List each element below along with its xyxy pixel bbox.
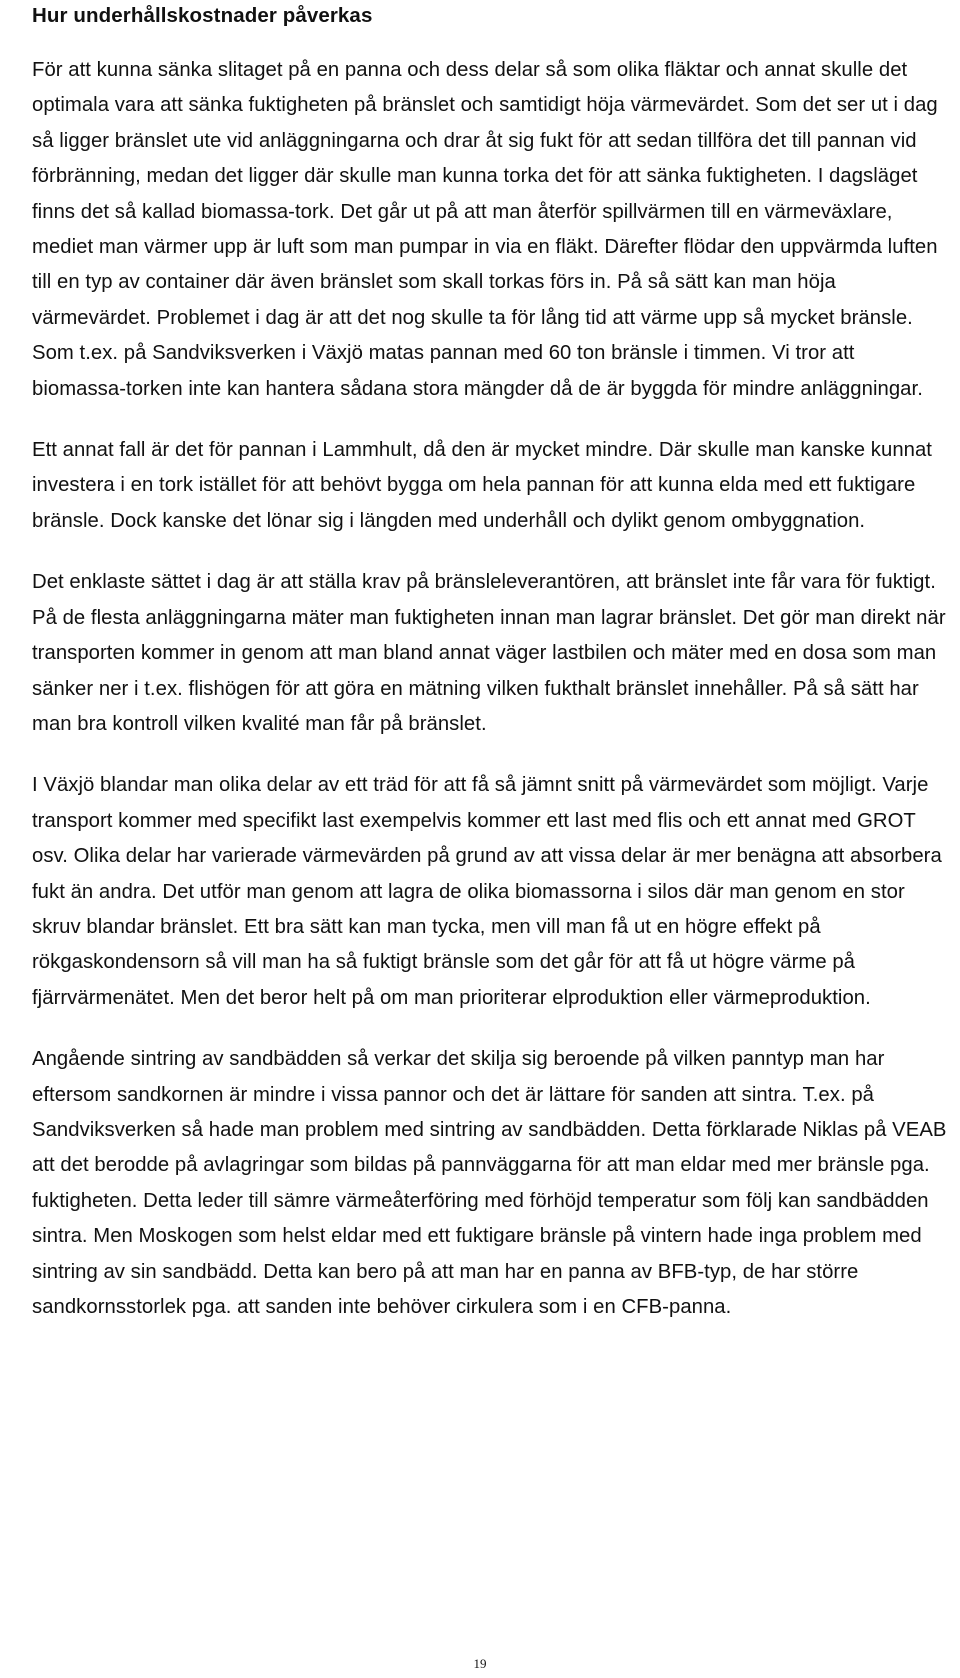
paragraph-4: I Växjö blandar man olika delar av ett träd för att få så jämnt snitt på värmevärdet som möjligt. Varje transport kommer med specifikt last exempelvis kommer ett last med flis och ett annat med GROT osv. Olika delar har varierade värmevärden på grund av att vissa delar är mer benägna att absorbera fukt än andra. Det utför man genom att lagra de olika biomassorna i silos där man genom en stor skruv blandar bränslet. Ett bra sätt kan man tycka, men vill man få ut en högre effekt på rökgaskondensorn så vill man ha så fuktigt bränsle som det går för att få ut högre värme på fjärrvärmenätet. Men det beror helt på om man prioriterar elproduktion eller värmeproduktion. <box>32 774 942 1009</box>
page-number: 19 <box>473 1656 487 1671</box>
paragraph-1: För att kunna sänka slitaget på en panna och dess delar så som olika fläktar och annat skulle det optimala vara att sänka fuktigheten på bränslet och samtidigt höja värmevärdet. Som det ser ut i dag så ligger bränslet ute vid anläggningarna och drar åt sig fukt för att sedan tillföra det till pannan vid förbränning, medan det ligger där skulle man kunna torka det för att sänka fuktigheten. I dagsläget finns det så kallad biomassa-tork. Det går ut på att man återför spillvärmen till en värmeväxlare, mediet man värmer upp är luft som man pumpar in via en fläkt. Därefter flödar den uppvärmda luften till en typ av container där även bränslet som skall torkas förs in. På så sätt kan man höja värmevärdet. Problemet i dag är att det nog skulle ta för lång tid att värme upp så mycket bränsle. Som t.ex. på Sandviksverken i Växjö matas pannan med 60 ton bränsle i timmen. Vi tror att biomassa-torken inte kan hantera sådana stora mängder då de är byggda för mindre anläggningar. <box>32 59 938 400</box>
paragraph-3: Det enklaste sättet i dag är att ställa krav på bränsleleverantören, att bränslet inte får vara för fuktigt. På de flesta anläggningarna mäter man fuktigheten innan man lagrar bränslet. Det gör man direkt när transporten kommer in genom att man bland annat väger lastbilen och mäter med en dosa som man sänker ner i t.ex. flishögen för att göra en mätning vilken fukthalt bränslet innehåller. På så sätt har man bra kontroll vilken kvalité man får på bränslet. <box>32 571 946 735</box>
paragraph-5: Angående sintring av sandbädden så verkar det skilja sig beroende på vilken panntyp man har eftersom sandkornen är mindre i vissa pannor och det är lättare för sanden att sintra. T.ex. på Sandviksverken så hade man problem med sintring av sandbädden. Detta förklarade Niklas på VEAB att det berodde på avlagringar som bildas på pannväggarna för att man eldar med mer bränsle pga. fuktigheten. Detta leder till sämre värmeåterföring med förhöjd temperatur som följ kan sandbädden sintra. Men Moskogen som helst eldar med ett fuktigare bränsle på vintern hade inga problem med sintring av sin sandbädd. Detta kan bero på att man har en panna av BFB-typ, de har större sandkornsstorlek pga. att sanden inte behöver cirkulera som i en CFB-panna. <box>32 1048 947 1318</box>
section-heading: Hur underhållskostnader påverkas <box>32 4 373 27</box>
paragraph-2: Ett annat fall är det för pannan i Lammhult, då den är mycket mindre. Där skulle man kanske kunnat investera i en tork istället för att behövt bygga om hela pannan för att kunna elda med ett fuktigare bränsle. Dock kanske det lönar sig i längden med underhåll och dylikt genom ombyggnation. <box>32 439 932 532</box>
page-content <box>32 2 950 1351</box>
